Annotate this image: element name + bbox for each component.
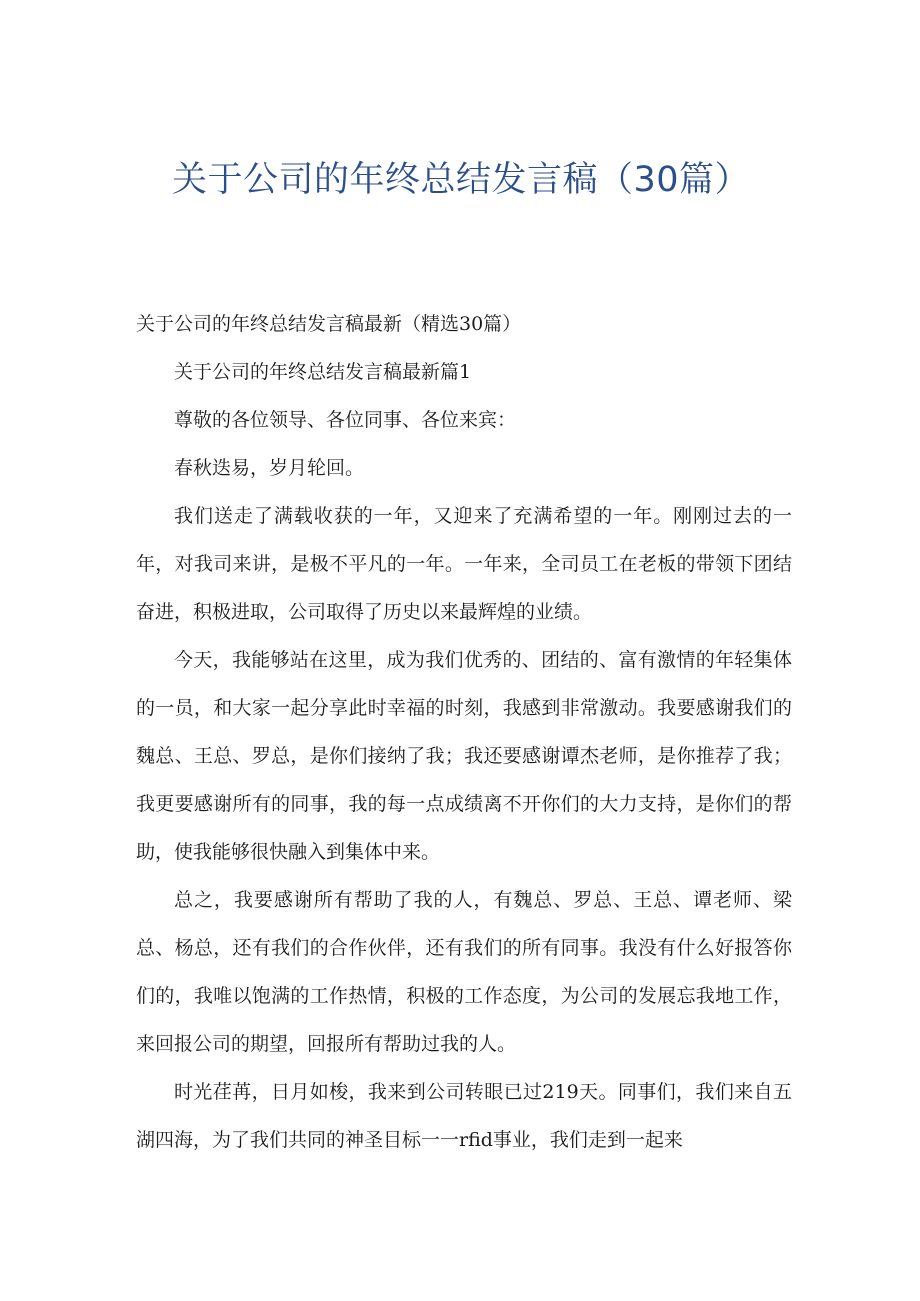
paragraph: 今天，我能够站在这里，成为我们优秀的、团结的、富有激情的年轻集体的一员，和大家一起分享此时幸福的时刻，我感到非常激动。我要感谢我们的魏总、王总、罗总，是你们接纳了我；我还要感谢谭杰老师，是你推荐了我；我更要感谢所有的同事，我的每一点成绩离不开你们的大力支持，是你们的帮助，使我能够很快融入到集体中来。 bbox=[136, 649, 792, 863]
document-body bbox=[136, 300, 792, 1164]
greeting-line: 尊敬的各位领导、各位同事、各位来宾： bbox=[174, 409, 517, 431]
paragraph: 时光荏苒，日月如梭，我来到公司转眼已过219天。同事们，我们来自五湖四海，为了我们共同的神圣目标一一rfid事业，我们走到一起来 bbox=[136, 1081, 792, 1151]
paragraph: 春秋迭易，岁月轮回。 bbox=[174, 457, 365, 479]
document-subtitle: 关于公司的年终总结发言稿最新（精选30篇） bbox=[136, 313, 522, 335]
document-title: 关于公司的年终总结发言稿（30篇） bbox=[172, 160, 751, 200]
paragraph: 总之，我要感谢所有帮助了我的人，有魏总、罗总、王总、谭老师、梁总、杨总，还有我们的合作伙伴，还有我们的所有同事。我没有什么好报答你们的，我唯以饱满的工作热情，积极的工作态度，为公司的发展忘我地工作，来回报公司的期望，回报所有帮助过我的人。 bbox=[136, 889, 792, 1055]
section-heading: 关于公司的年终总结发言稿最新篇1 bbox=[174, 361, 472, 383]
paragraph: 我们送走了满载收获的一年，又迎来了充满希望的一年。刚刚过去的一年，对我司来讲，是极不平凡的一年。一年来，全司员工在老板的带领下团结奋进，积极进取，公司取得了历史以来最辉煌的业绩。 bbox=[136, 505, 792, 623]
